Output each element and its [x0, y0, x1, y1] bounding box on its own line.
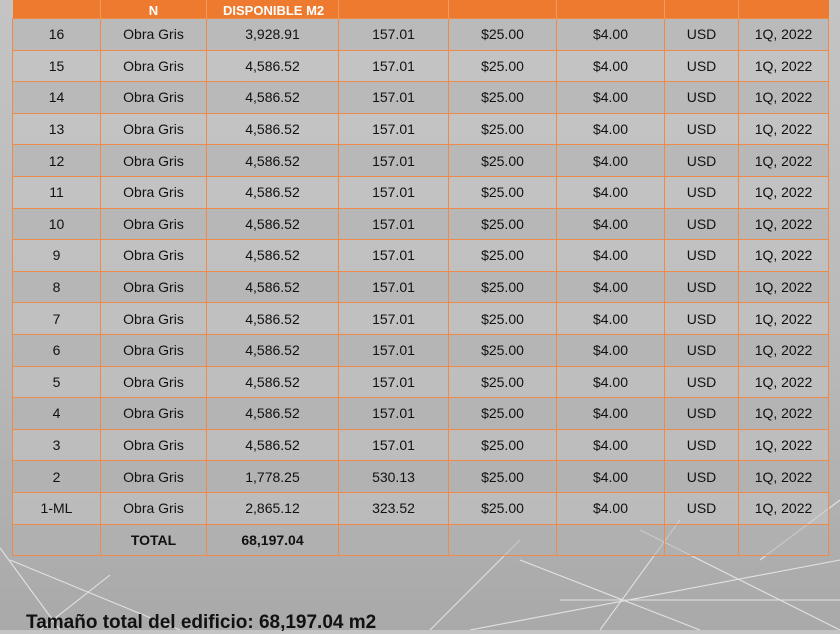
- unit-area-cell: 157.01: [339, 429, 449, 461]
- type-cell: Obra Gris: [101, 113, 207, 145]
- total-cell-empty: [665, 524, 739, 556]
- type-cell: Obra Gris: [101, 240, 207, 272]
- total-cell-empty: [557, 524, 665, 556]
- available-area-cell: 4,586.52: [207, 303, 339, 335]
- delivery-cell: 1Q, 2022: [739, 19, 829, 51]
- header-cell-empty: [557, 0, 665, 19]
- currency-cell: USD: [665, 303, 739, 335]
- header-cell-disponible: DISPONIBLE M2: [207, 0, 339, 19]
- maintenance-cell: $4.00: [557, 145, 665, 177]
- currency-cell: USD: [665, 113, 739, 145]
- unit-area-cell: 157.01: [339, 398, 449, 430]
- available-area-cell: 4,586.52: [207, 145, 339, 177]
- unit-area-cell: 157.01: [339, 334, 449, 366]
- available-area-cell: 4,586.52: [207, 50, 339, 82]
- delivery-cell: 1Q, 2022: [739, 492, 829, 524]
- currency-cell: USD: [665, 208, 739, 240]
- total-cell-empty: [339, 524, 449, 556]
- table-row: [13, 176, 829, 208]
- header-cell-empty: [13, 0, 101, 19]
- available-area-cell: 2,865.12: [207, 492, 339, 524]
- unit-area-cell: 157.01: [339, 145, 449, 177]
- maintenance-cell: $4.00: [557, 50, 665, 82]
- table-row: [13, 492, 829, 524]
- level-cell: 11: [13, 176, 101, 208]
- type-cell: Obra Gris: [101, 145, 207, 177]
- price-cell: $25.00: [449, 334, 557, 366]
- unit-area-cell: 157.01: [339, 303, 449, 335]
- unit-area-cell: 157.01: [339, 208, 449, 240]
- table-row: [13, 145, 829, 177]
- type-cell: Obra Gris: [101, 492, 207, 524]
- level-cell: 13: [13, 113, 101, 145]
- currency-cell: USD: [665, 82, 739, 114]
- table-row: [13, 398, 829, 430]
- price-cell: $25.00: [449, 50, 557, 82]
- type-cell: Obra Gris: [101, 429, 207, 461]
- total-value: 68,197.04: [207, 524, 339, 556]
- currency-cell: USD: [665, 429, 739, 461]
- available-area-cell: 4,586.52: [207, 334, 339, 366]
- total-cell-empty: [739, 524, 829, 556]
- delivery-cell: 1Q, 2022: [739, 429, 829, 461]
- currency-cell: USD: [665, 366, 739, 398]
- maintenance-cell: $4.00: [557, 82, 665, 114]
- total-row: [13, 524, 829, 556]
- unit-area-cell: 157.01: [339, 271, 449, 303]
- header-cell-empty: [339, 0, 449, 19]
- maintenance-cell: $4.00: [557, 240, 665, 272]
- table-row: [13, 334, 829, 366]
- currency-cell: USD: [665, 271, 739, 303]
- level-cell: 2: [13, 461, 101, 493]
- table-body: [13, 19, 829, 556]
- price-cell: $25.00: [449, 398, 557, 430]
- type-cell: Obra Gris: [101, 398, 207, 430]
- type-cell: Obra Gris: [101, 50, 207, 82]
- available-area-cell: 4,586.52: [207, 208, 339, 240]
- available-area-cell: 4,586.52: [207, 240, 339, 272]
- price-cell: $25.00: [449, 366, 557, 398]
- level-cell: 8: [13, 271, 101, 303]
- unit-area-cell: 157.01: [339, 176, 449, 208]
- maintenance-cell: $4.00: [557, 398, 665, 430]
- type-cell: Obra Gris: [101, 461, 207, 493]
- total-cell-empty: [449, 524, 557, 556]
- table-row: [13, 366, 829, 398]
- delivery-cell: 1Q, 2022: [739, 461, 829, 493]
- type-cell: Obra Gris: [101, 176, 207, 208]
- delivery-cell: 1Q, 2022: [739, 334, 829, 366]
- price-cell: $25.00: [449, 303, 557, 335]
- table-row: [13, 82, 829, 114]
- level-cell: 15: [13, 50, 101, 82]
- type-cell: Obra Gris: [101, 19, 207, 51]
- level-cell: 7: [13, 303, 101, 335]
- available-area-cell: 4,586.52: [207, 398, 339, 430]
- delivery-cell: 1Q, 2022: [739, 113, 829, 145]
- currency-cell: USD: [665, 334, 739, 366]
- delivery-cell: 1Q, 2022: [739, 398, 829, 430]
- delivery-cell: 1Q, 2022: [739, 176, 829, 208]
- table-row: [13, 303, 829, 335]
- header-cell-empty: [449, 0, 557, 19]
- table-row: [13, 461, 829, 493]
- unit-area-cell: 157.01: [339, 19, 449, 51]
- header-cell-n: N: [101, 0, 207, 19]
- availability-table: [12, 0, 829, 556]
- available-area-cell: 4,586.52: [207, 271, 339, 303]
- table-row: [13, 113, 829, 145]
- level-cell: 16: [13, 19, 101, 51]
- maintenance-cell: $4.00: [557, 334, 665, 366]
- table-row: [13, 50, 829, 82]
- type-cell: Obra Gris: [101, 366, 207, 398]
- currency-cell: USD: [665, 461, 739, 493]
- available-area-cell: 3,928.91: [207, 19, 339, 51]
- unit-area-cell: 157.01: [339, 240, 449, 272]
- price-cell: $25.00: [449, 240, 557, 272]
- currency-cell: USD: [665, 145, 739, 177]
- delivery-cell: 1Q, 2022: [739, 82, 829, 114]
- total-label: TOTAL: [101, 524, 207, 556]
- type-cell: Obra Gris: [101, 303, 207, 335]
- type-cell: Obra Gris: [101, 208, 207, 240]
- building-total-size: Tamaño total del edificio: 68,197.04 m2: [26, 612, 377, 633]
- unit-area-cell: 530.13: [339, 461, 449, 493]
- level-cell: 4: [13, 398, 101, 430]
- maintenance-cell: $4.00: [557, 176, 665, 208]
- level-cell: 14: [13, 82, 101, 114]
- delivery-cell: 1Q, 2022: [739, 366, 829, 398]
- maintenance-cell: $4.00: [557, 429, 665, 461]
- currency-cell: USD: [665, 240, 739, 272]
- price-cell: $25.00: [449, 82, 557, 114]
- available-area-cell: 4,586.52: [207, 82, 339, 114]
- delivery-cell: 1Q, 2022: [739, 303, 829, 335]
- table-row: [13, 240, 829, 272]
- table-row: [13, 19, 829, 51]
- price-cell: $25.00: [449, 271, 557, 303]
- level-cell: 10: [13, 208, 101, 240]
- unit-area-cell: 157.01: [339, 366, 449, 398]
- maintenance-cell: $4.00: [557, 303, 665, 335]
- unit-area-cell: 157.01: [339, 82, 449, 114]
- header-cell-empty: [665, 0, 739, 19]
- type-cell: Obra Gris: [101, 334, 207, 366]
- available-area-cell: 1,778.25: [207, 461, 339, 493]
- price-cell: $25.00: [449, 176, 557, 208]
- level-cell: 6: [13, 334, 101, 366]
- table-row: [13, 208, 829, 240]
- level-cell: 5: [13, 366, 101, 398]
- currency-cell: USD: [665, 492, 739, 524]
- maintenance-cell: $4.00: [557, 208, 665, 240]
- type-cell: Obra Gris: [101, 271, 207, 303]
- delivery-cell: 1Q, 2022: [739, 145, 829, 177]
- maintenance-cell: $4.00: [557, 19, 665, 51]
- price-cell: $25.00: [449, 208, 557, 240]
- header-cell-empty: [739, 0, 829, 19]
- currency-cell: USD: [665, 398, 739, 430]
- availability-table-container: [12, 0, 828, 556]
- delivery-cell: 1Q, 2022: [739, 50, 829, 82]
- table-header-row: [13, 0, 829, 19]
- maintenance-cell: $4.00: [557, 366, 665, 398]
- price-cell: $25.00: [449, 19, 557, 51]
- price-cell: $25.00: [449, 429, 557, 461]
- total-cell-empty: [13, 524, 101, 556]
- delivery-cell: 1Q, 2022: [739, 271, 829, 303]
- available-area-cell: 4,586.52: [207, 176, 339, 208]
- maintenance-cell: $4.00: [557, 271, 665, 303]
- price-cell: $25.00: [449, 492, 557, 524]
- level-cell: 3: [13, 429, 101, 461]
- level-cell: 12: [13, 145, 101, 177]
- unit-area-cell: 157.01: [339, 50, 449, 82]
- unit-area-cell: 323.52: [339, 492, 449, 524]
- price-cell: $25.00: [449, 113, 557, 145]
- price-cell: $25.00: [449, 461, 557, 493]
- maintenance-cell: $4.00: [557, 461, 665, 493]
- delivery-cell: 1Q, 2022: [739, 208, 829, 240]
- price-cell: $25.00: [449, 145, 557, 177]
- currency-cell: USD: [665, 176, 739, 208]
- available-area-cell: 4,586.52: [207, 429, 339, 461]
- type-cell: Obra Gris: [101, 82, 207, 114]
- currency-cell: USD: [665, 50, 739, 82]
- level-cell: 9: [13, 240, 101, 272]
- available-area-cell: 4,586.52: [207, 366, 339, 398]
- maintenance-cell: $4.00: [557, 113, 665, 145]
- table-row: [13, 271, 829, 303]
- currency-cell: USD: [665, 19, 739, 51]
- delivery-cell: 1Q, 2022: [739, 240, 829, 272]
- available-area-cell: 4,586.52: [207, 113, 339, 145]
- maintenance-cell: $4.00: [557, 492, 665, 524]
- unit-area-cell: 157.01: [339, 113, 449, 145]
- table-row: [13, 429, 829, 461]
- level-cell: 1-ML: [13, 492, 101, 524]
